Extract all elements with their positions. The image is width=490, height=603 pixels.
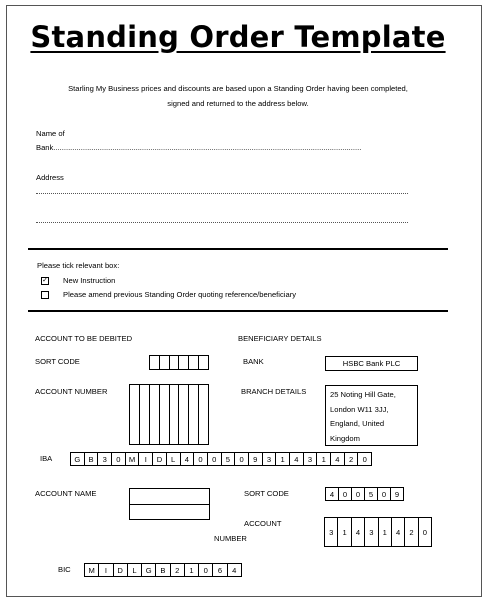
iban-cell[interactable]: 1 bbox=[316, 453, 330, 465]
new-instruction-label: New Instruction bbox=[63, 276, 116, 285]
account-number-cell[interactable] bbox=[198, 385, 208, 444]
iban-cell[interactable]: 3 bbox=[262, 453, 276, 465]
iban-cell[interactable]: 5 bbox=[221, 453, 235, 465]
sort-code-cell[interactable] bbox=[198, 356, 208, 369]
beneficiary-account-grid[interactable] bbox=[324, 517, 432, 547]
iban-cell[interactable]: 0 bbox=[193, 453, 207, 465]
account-number-cell[interactable] bbox=[169, 385, 179, 444]
address-line-1[interactable] bbox=[36, 193, 408, 194]
iban-cell[interactable]: 1 bbox=[275, 453, 289, 465]
divider-bottom bbox=[28, 310, 448, 312]
beneficiary-sort-code-cell[interactable]: 0 bbox=[338, 488, 351, 500]
beneficiary-account-cell[interactable]: 3 bbox=[364, 518, 377, 546]
bic-cell[interactable]: 4 bbox=[227, 564, 241, 576]
account-name-label: ACCOUNT NAME bbox=[35, 489, 97, 498]
account-number-cell[interactable] bbox=[139, 385, 149, 444]
iban-cell[interactable]: 0 bbox=[207, 453, 221, 465]
bic-cell[interactable]: I bbox=[98, 564, 112, 576]
beneficiary-heading: BENEFICIARY DETAILS bbox=[238, 334, 322, 343]
beneficiary-bank-label: BANK bbox=[243, 357, 264, 366]
beneficiary-sort-code-cell[interactable]: 4 bbox=[329, 489, 335, 499]
branch-line: Kingdom bbox=[330, 433, 360, 443]
address-line-2[interactable] bbox=[36, 222, 408, 223]
name-of-label: Name of bbox=[36, 129, 65, 138]
iban-cell[interactable]: 0 bbox=[111, 453, 125, 465]
amend-checkbox[interactable] bbox=[41, 291, 49, 299]
iban-cell[interactable]: 4 bbox=[330, 453, 344, 465]
sort-code-label: SORT CODE bbox=[35, 357, 80, 366]
account-number-cell[interactable] bbox=[159, 385, 169, 444]
branch-details-field[interactable] bbox=[325, 385, 418, 446]
beneficiary-sort-code-label: SORT CODE bbox=[244, 489, 289, 498]
page-title: Standing Order Template bbox=[30, 20, 446, 54]
beneficiary-number-label: NUMBER bbox=[214, 534, 247, 543]
sort-code-cell[interactable] bbox=[159, 356, 169, 369]
branch-details-label: BRANCH DETAILS bbox=[241, 387, 307, 396]
account-number-label: ACCOUNT NUMBER bbox=[35, 387, 108, 396]
beneficiary-sort-code-cell[interactable]: 9 bbox=[390, 488, 403, 500]
bic-cell[interactable]: B bbox=[155, 564, 169, 576]
bic-grid[interactable] bbox=[84, 563, 242, 577]
iban-cell[interactable]: M bbox=[125, 453, 139, 465]
iban-cell[interactable]: 4 bbox=[180, 453, 194, 465]
iban-cell[interactable]: 4 bbox=[289, 453, 303, 465]
iban-cell[interactable]: I bbox=[138, 453, 152, 465]
beneficiary-account-cell[interactable]: 3 bbox=[329, 527, 334, 537]
beneficiary-account-label: ACCOUNT bbox=[244, 519, 282, 528]
sort-code-grid[interactable] bbox=[149, 355, 209, 370]
iban-cell[interactable]: B bbox=[84, 453, 98, 465]
bic-cell[interactable]: D bbox=[113, 564, 127, 576]
intro-line-2: signed and returned to the address below. bbox=[167, 99, 309, 108]
account-number-cell[interactable] bbox=[178, 385, 188, 444]
bic-cell[interactable]: G bbox=[141, 564, 155, 576]
sort-code-cell[interactable] bbox=[178, 356, 188, 369]
divider-top bbox=[28, 248, 448, 250]
iban-cell[interactable]: G bbox=[74, 454, 81, 464]
iban-cell[interactable]: 0 bbox=[234, 453, 248, 465]
beneficiary-account-cell[interactable]: 0 bbox=[418, 518, 431, 546]
bic-cell[interactable]: M bbox=[88, 565, 95, 575]
account-number-cell[interactable] bbox=[188, 385, 198, 444]
account-name-field[interactable] bbox=[129, 488, 210, 520]
bic-label: BIC bbox=[58, 565, 71, 574]
iban-cell[interactable]: 9 bbox=[248, 453, 262, 465]
address-label: Address bbox=[36, 173, 64, 182]
beneficiary-account-cell[interactable]: 1 bbox=[337, 518, 350, 546]
beneficiary-account-cell[interactable]: 4 bbox=[351, 518, 364, 546]
iban-label: IBA bbox=[40, 454, 53, 463]
iban-cell[interactable]: D bbox=[152, 453, 166, 465]
account-number-cell[interactable] bbox=[149, 385, 159, 444]
iban-grid[interactable] bbox=[70, 452, 372, 466]
iban-cell[interactable]: 3 bbox=[303, 453, 317, 465]
branch-line: 25 Noting Hill Gate, bbox=[330, 390, 396, 399]
account-number-cell[interactable] bbox=[130, 385, 139, 444]
bank-label: Bank.................................................................................................................................................. bbox=[36, 143, 362, 152]
beneficiary-account-cell[interactable]: 4 bbox=[391, 518, 404, 546]
beneficiary-bank-field[interactable] bbox=[325, 356, 418, 371]
intro-line-1: Starling My Business prices and discounts are based upon a Standing Order having been completed, bbox=[68, 84, 408, 93]
sort-code-cell[interactable] bbox=[150, 356, 159, 369]
account-number-grid[interactable] bbox=[129, 384, 209, 445]
iban-cell[interactable]: 2 bbox=[344, 453, 358, 465]
iban-cell[interactable]: 0 bbox=[357, 453, 371, 465]
beneficiary-account-cell[interactable]: 2 bbox=[404, 518, 417, 546]
beneficiary-account-cell[interactable]: 1 bbox=[378, 518, 391, 546]
beneficiary-sort-code-cell[interactable]: 5 bbox=[364, 488, 377, 500]
bic-cell[interactable]: 2 bbox=[170, 564, 184, 576]
branch-line: London W11 3JJ, bbox=[330, 404, 389, 414]
tick-prompt: Please tick relevant box: bbox=[37, 261, 120, 270]
beneficiary-sort-code-grid[interactable] bbox=[325, 487, 404, 501]
amend-label: Please amend previous Standing Order quoting reference/beneficiary bbox=[63, 290, 297, 299]
bic-cell[interactable]: 1 bbox=[184, 564, 198, 576]
sort-code-cell[interactable] bbox=[169, 356, 179, 369]
branch-line: England, United bbox=[330, 419, 385, 428]
iban-cell[interactable]: L bbox=[166, 453, 180, 465]
beneficiary-bank-value: HSBC Bank PLC bbox=[342, 359, 401, 368]
sort-code-cell[interactable] bbox=[188, 356, 198, 369]
debit-heading: ACCOUNT TO BE DEBITED bbox=[35, 334, 133, 343]
bic-cell[interactable]: 0 bbox=[198, 564, 212, 576]
bic-cell[interactable]: L bbox=[127, 564, 141, 576]
new-instruction-checkbox[interactable]: ✓ bbox=[42, 277, 48, 284]
iban-cell[interactable]: 3 bbox=[97, 453, 111, 465]
bic-cell[interactable]: 6 bbox=[212, 564, 226, 576]
beneficiary-sort-code-cell[interactable]: 0 bbox=[351, 488, 364, 500]
account-name-line-1[interactable] bbox=[130, 489, 209, 505]
beneficiary-sort-code-cell[interactable]: 0 bbox=[377, 488, 390, 500]
